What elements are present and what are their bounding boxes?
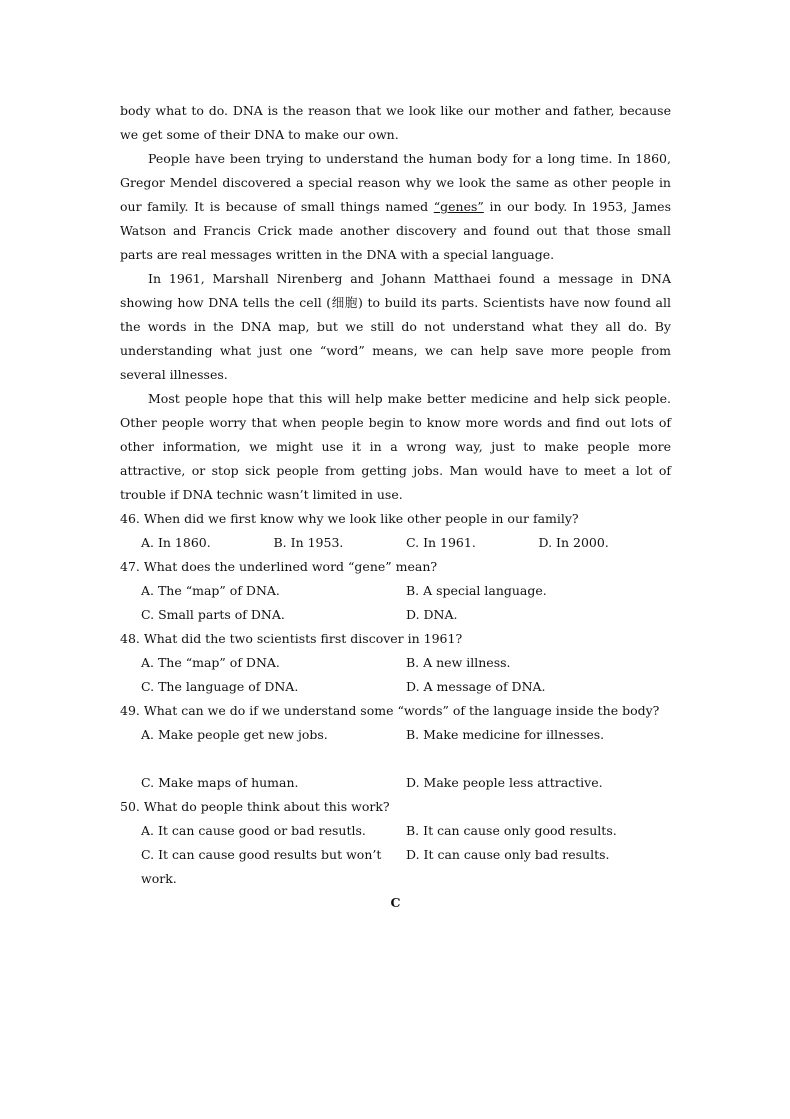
q46-option-d[interactable]: D. In 2000. [538, 535, 609, 550]
question-48-options [120, 651, 671, 699]
q49-option-d[interactable]: D. Make people less attractive. [406, 775, 603, 790]
q49-option-c[interactable]: C. Make maps of human. [141, 775, 299, 790]
q46-option-c[interactable]: C. In 1961. [406, 535, 476, 550]
next-section-heading: C [390, 895, 401, 910]
q48-option-a[interactable]: A. The “map” of DNA. [141, 655, 280, 670]
q48-option-b[interactable]: B. A new illness. [406, 655, 511, 670]
q47-option-c[interactable]: C. Small parts of DNA. [141, 607, 285, 622]
question-50-stem: 50. What do people think about this work? [120, 799, 390, 814]
q47-option-d[interactable]: D. DNA. [406, 607, 458, 622]
passage-paragraph-3: Most people hope that this will help make better medicine and help sick people. Other people worry that when people begin to know more words and find out lots of other information, we might use it in a wrong way, just to make people more attractive, or stop sick people from getting jobs. Man would have to meet a lot of trouble if DNA technic wasn’t limited in use. [120, 391, 671, 502]
passage-paragraph-2: In 1961, Marshall Nirenberg and Johann Matthaei found a message in DNA showing how DNA tells the cell (细胞) to build its parts. Scientists have now found all the words in the DNA map, but we still do not understand what they all do. By understanding what just one “word” means, we can help save more people from several illnesses. [120, 271, 671, 382]
p1-before: People have been trying to understand the human body for a long time. In 1860, Gregor Mendel discovered a special reason why we look the same as other people in our family. It is because of small things named [120, 151, 671, 214]
passage-paragraph-0: body what to do. DNA is the reason that we look like our mother and father, because we get some of their DNA to make our own. [120, 103, 671, 142]
q50-option-b[interactable]: B. It can cause only good results. [406, 823, 617, 838]
question-47-options [120, 579, 671, 627]
q46-option-a[interactable]: A. In 1860. [141, 535, 211, 550]
underlined-word-genes: “genes” [433, 199, 484, 214]
q49-spacer [141, 747, 406, 771]
question-48-stem: 48. What did the two scientists first discover in 1961? [120, 631, 463, 646]
q50-option-d[interactable]: D. It can cause only bad results. [406, 847, 610, 862]
question-47-stem: 47. What does the underlined word “gene” mean? [120, 559, 438, 574]
q50-option-a[interactable]: A. It can cause good or bad resutls. [141, 823, 366, 838]
question-46-stem: 46. When did we first know why we look like other people in our family? [120, 511, 579, 526]
q48-option-c[interactable]: C. The language of DNA. [141, 679, 299, 694]
q49-spacer-2 [406, 747, 671, 771]
q48-option-d[interactable]: D. A message of DNA. [406, 679, 546, 694]
question-49-stem: 49. What can we do if we understand some “words” of the language inside the body? [120, 703, 660, 718]
question-46-options [120, 531, 671, 555]
q49-option-b[interactable]: B. Make medicine for illnesses. [406, 727, 605, 742]
question-50-options [120, 819, 671, 891]
exam-page [120, 99, 671, 915]
q50-option-c[interactable]: C. It can cause good results but won’t work. [141, 847, 382, 886]
q47-option-b[interactable]: B. A special language. [406, 583, 547, 598]
q49-option-a[interactable]: A. Make people get new jobs. [141, 727, 328, 742]
question-49-options [120, 723, 671, 795]
q47-option-a[interactable]: A. The “map” of DNA. [141, 583, 280, 598]
q46-option-b[interactable]: B. In 1953. [273, 535, 344, 550]
p1-after: in our body. In 1953, James Watson and Francis Crick made another discovery and found out that those small parts are real messages written in the DNA with a special language. [120, 199, 671, 262]
passage-paragraph-1 [120, 147, 671, 267]
